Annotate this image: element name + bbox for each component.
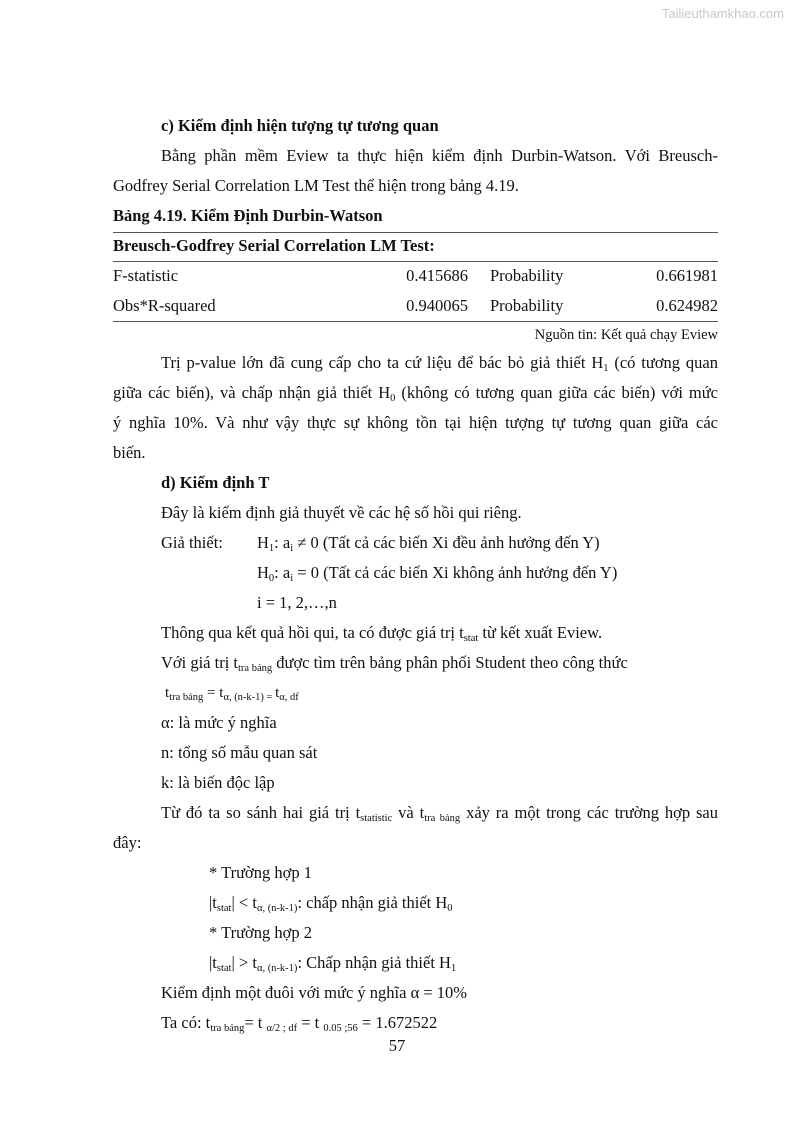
compare-line1: Từ đó ta so sánh hai giá trị $t_{statistic}$ và $t_{tra bảng}$ xảy ra một trong các trường hợp sau: [161, 803, 718, 824]
index-range: i = 1, 2,…,n: [257, 593, 337, 612]
pvalue-line1: Trị p-value lớn đã cung cấp cho ta cứ liệu để bác bỏ giả thiết $H_1$ (có tương quan: [161, 353, 718, 374]
formula-line: $t_{tra bảng} = t_{\alpha, (n-k-1) =}$ $t_{\alpha, df}$: [165, 685, 299, 703]
section-d-intro: Đây là kiểm định giả thuyết về các hệ số hồi qui riêng.: [161, 503, 522, 522]
k-definition: k: là biến độc lập: [161, 773, 275, 792]
one-tail-test: Kiểm định một đuôi với mức ý nghĩa α = 10%: [161, 983, 468, 1002]
page-number: 57: [388, 1036, 406, 1055]
compare-line2: đây:: [113, 833, 142, 852]
tbang-line: Với giá trị $t_{tra bảng}$ được tìm trên bảng phân phối Student theo công thức: [161, 653, 628, 674]
row2-prob-label: Probability: [490, 296, 564, 315]
row2-prob: 0.624982: [656, 296, 718, 315]
case2-title: * Trường hợp 2: [209, 923, 312, 942]
case2-rule: $|t_{stat}| > t_{\alpha, (n-k-1)}$: Chấp nhận giả thiết $H_1$: [209, 953, 457, 974]
row1-value: 0.415686: [406, 266, 468, 285]
row1-prob: 0.661981: [656, 266, 718, 285]
pvalue-line2: giữa các biến), và chấp nhận giả thiết $H_0$ (không có tương quan giữa các biến) với mức: [113, 383, 718, 404]
table-header-rule: [113, 261, 718, 262]
case1-title: * Trường hợp 1: [209, 863, 312, 882]
row2-value: 0.940065: [406, 296, 468, 315]
alpha-definition: α: là mức ý nghĩa: [161, 713, 277, 732]
table-header: Breusch-Godfrey Serial Correlation LM Test:: [113, 236, 435, 255]
hypothesis-label: Giả thiết:: [161, 533, 223, 552]
hypothesis-h1: $H_1$: $a_i \ne 0$ (Tất cả các biến Xi đều ảnh hưởng đến Y): [257, 533, 600, 554]
tstat-line: Thông qua kết quả hồi qui, ta có được giá trị $t_{stat}$ từ kết xuất Eview.: [161, 623, 603, 644]
section-c-paragraph-line1: Bằng phần mềm Eview ta thực hiện kiểm định Durbin-Watson. Với Breusch-: [161, 146, 718, 165]
pvalue-line4: biến.: [113, 443, 146, 462]
table-bottom-rule: [113, 321, 718, 322]
pvalue-line3: ý nghĩa 10%. Và như vậy thực sự không tồn tại hiện tượng tự tương quan giữa các: [113, 413, 718, 432]
section-d-heading: d) Kiểm định T: [161, 473, 270, 492]
result-line: Ta có: $t_{tra bảng}= t$ $_{\alpha/2 ; df}$ = t $_{0.05 ;56}$ = 1.672522: [161, 1013, 438, 1034]
section-c-heading: c) Kiểm định hiện tượng tự tương quan: [161, 116, 439, 135]
n-definition: n: tổng số mẫu quan sát: [161, 743, 318, 762]
section-c-paragraph-line2: Godfrey Serial Correlation LM Test thể hiện trong bảng 4.19.: [113, 176, 519, 195]
table-top-rule: [113, 232, 718, 233]
hypothesis-h0: $H_0$: $a_i = 0$ (Tất cả các biến Xi không ảnh hưởng đến Y): [257, 563, 618, 584]
row1-prob-label: Probability: [490, 266, 564, 285]
row1-label: F-statistic: [113, 266, 179, 285]
watermark: Tailieuthamkhao.com: [661, 6, 784, 21]
case1-rule: $|t_{stat}| < t_{\alpha, (n-k-1)}$: chấp nhận giả thiết $H_0$: [209, 893, 453, 914]
table-caption: Bảng 4.19. Kiểm Định Durbin-Watson: [113, 206, 383, 225]
row2-label: Obs*R-squared: [113, 296, 216, 315]
table-source: Nguồn tin: Kết quả chạy Eview: [534, 327, 718, 343]
